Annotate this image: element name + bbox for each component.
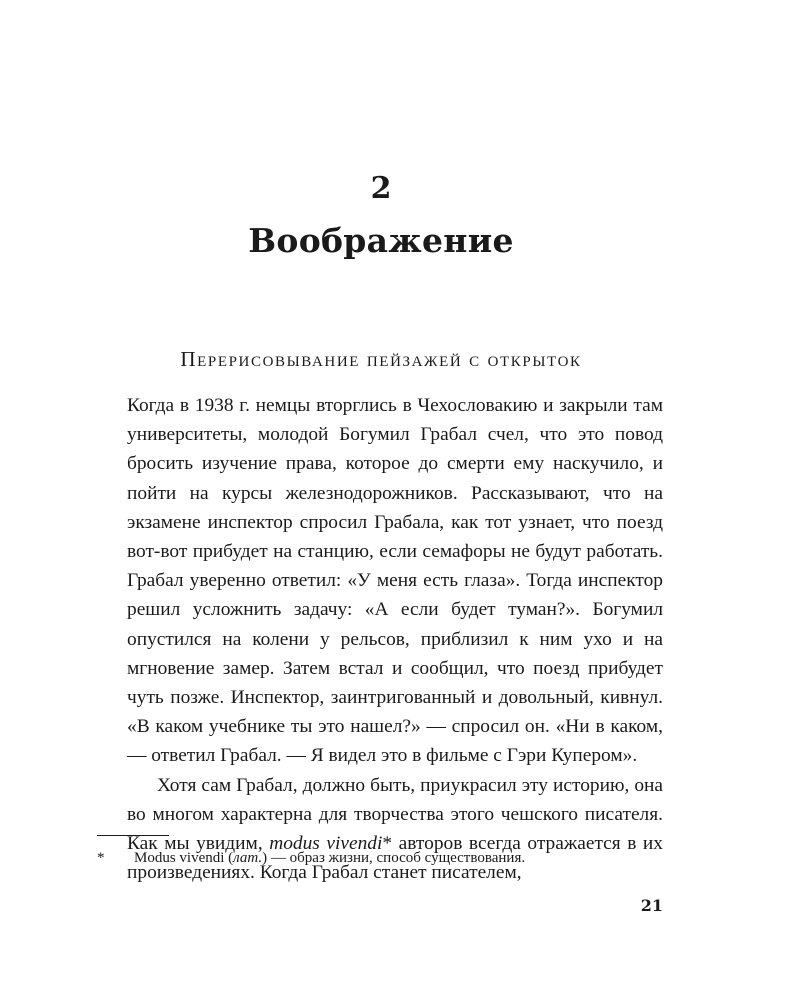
paragraph-2-text-start: Хотя сам Грабал, должно быть, приукрасил эту историю, она во многом характерна для творчества этого чешского писателя. Как мы увидим,	[127, 774, 663, 855]
footnote-term: Modus vivendi	[134, 850, 225, 866]
footnote-lang-open: (	[224, 850, 234, 866]
section-title: Перерисовывание пейзажей с открыток	[180, 347, 582, 371]
footnote-lang-close: )	[262, 850, 268, 866]
chapter-title: Воображение	[248, 221, 514, 260]
paragraph-2-text-end: * авторов всегда отражается в их произведениях. Когда Грабал станет писателем,	[127, 833, 664, 884]
footnote-definition: — образ жизни, способ существования.	[267, 850, 526, 866]
footnote-language: лат.	[233, 850, 263, 866]
paragraph-1: Когда в 1938 г. немцы вторглись в Чехословакию и закрыли там университеты, молодой Богумил Грабал счел, что это повод бросить изучение права, которое до смерти ему наскучило, и пойти на курсы железнодорожников. Рассказывают, что на экзамене инспектор спросил Грабала, как тот узнает, что поезд вот-вот прибудет на станцию, если семафоры не будут работать. Грабал уверенно ответил: «У меня есть глаза». Тогда инспектор решил усложнить задачу: «А если будет туман?». Богумил опустился на колени у рельсов, приблизил к ним ухо и на мгновение замер. Затем встал и сообщил, что поезд прибудет чуть позже. Инспектор, заинтригованный и довольный, кивнул. «В каком учебнике ты это нашел?» — спросил он. «Ни в каком, — ответил Грабал. — Я видел это в фильме с Гэри Купером».	[127, 395, 663, 767]
body-text	[127, 391, 663, 887]
page-number: 21	[640, 896, 663, 915]
paragraph-2-italic-term: modus vivendi	[269, 833, 383, 855]
chapter-number: 2	[370, 171, 392, 206]
footnote-marker: *	[97, 850, 105, 866]
footnote	[97, 848, 663, 868]
paragraph-2	[127, 771, 663, 888]
footnote-divider	[97, 835, 169, 836]
